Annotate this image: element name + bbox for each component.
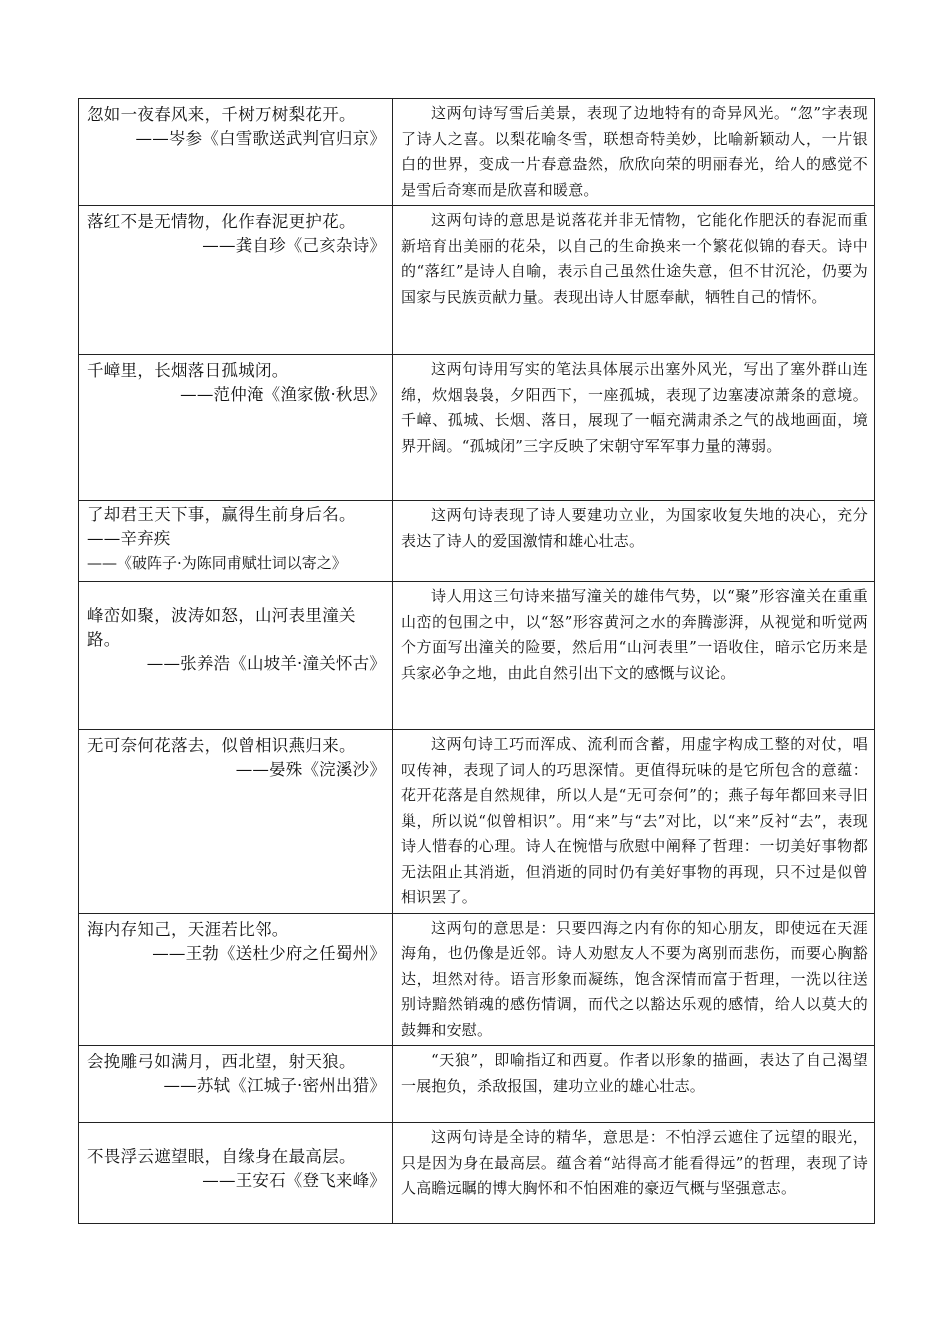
poem-line: 无可奈何花落去，似曾相识燕归来。 [87,736,356,755]
poem-cell [79,1123,393,1224]
table-row [79,582,875,730]
poem-line: 峰峦如聚，波涛如怒，山河表里潼关路。 [87,606,356,649]
poem-source: ——王安石《登飞来峰》 [202,1171,386,1190]
poem-cell [79,1046,393,1123]
poem-table [78,98,875,1224]
poem-source: ——龚自珍《己亥杂诗》 [202,236,386,255]
explanation-cell [393,206,875,355]
poem-line: 忽如一夜春风来，千树万树梨花开。 [87,105,356,124]
poem-source: ——辛弃疾 [87,529,171,548]
table-row [79,206,875,355]
poem-cell [79,99,393,206]
table-row [79,1123,875,1224]
poem-source-work: ——《破阵子·为陈同甫赋壮词以寄之》 [87,554,347,572]
poem-line: 会挽雕弓如满月，西北望，射天狼。 [87,1052,356,1071]
table-row [79,355,875,501]
explanation-text: 这两句诗用写实的笔法具体展示出塞外风光，写出了塞外群山连绵，炊烟袅袅，夕阳西下，一座孤城，表现了边塞凄凉萧条的意境。千嶂、孤城、长烟、落日，展现了一幅充满肃杀之气的战地画面，境界开阔。“孤城闭”三字反映了宋朝守军军事力量的薄弱。 [401,360,868,455]
table-row [79,99,875,206]
table-row [79,501,875,582]
table-row [79,730,875,914]
explanation-text: 这两句诗表现了诗人要建功立业，为国家收复失地的决心，充分表达了诗人的爱国激情和雄心壮志。 [401,506,868,550]
poem-cell [79,206,393,355]
explanation-cell [393,730,875,914]
explanation-text: 诗人用这三句诗来描写潼关的雄伟气势，以“聚”形容潼关在重重山峦的包围之中，以“怒”形容黄河之水的奔腾澎湃，从视觉和听觉两个方面写出潼关的险要，然后用“山河表里”一语收住，暗示它历来是兵家必争之地，由此自然引出下文的感慨与议论。 [401,587,868,682]
explanation-text: 这两句诗工巧而浑成、流利而含蓄，用虚字构成工整的对仗，唱叹传神，表现了词人的巧思深情。更值得玩味的是它所包含的意蕴：花开花落是自然规律，所以人是“无可奈何”的；燕子每年都回来寻旧巢，所以说“似曾相识”。用“来”与“去”对比，以“来”反衬“去”，表现诗人惜春的心理。诗人在惋惜与欣慰中阐释了哲理：一切美好事物都无法阻止其消逝，但消逝的同时仍有美好事物的再现，只不过是似曾相识罢了。 [401,735,868,906]
explanation-cell [393,913,875,1046]
explanation-cell [393,99,875,206]
poem-cell [79,501,393,582]
poem-source: ——张养浩《山坡羊·潼关怀古》 [146,654,386,673]
poem-source: ——岑参《白雪歌送武判官归京》 [135,129,386,148]
poem-cell [79,730,393,914]
poem-source: ——王勃《送杜少府之任蜀州》 [152,943,386,963]
table-row [79,1046,875,1123]
poem-cell [79,355,393,501]
poem-source: ——苏轼《江城子·密州出猎》 [163,1076,386,1095]
explanation-text: 这两句诗写雪后美景，表现了边地特有的奇异风光。“忽”字表现了诗人之喜。以梨花喻冬雪，联想奇特美妙，比喻新颖动人，一片银白的世界，变成一片春意盎然，欣欣向荣的明丽春光，给人的感觉不是雪后奇寒而是欣喜和暖意。 [401,104,868,199]
explanation-cell [393,355,875,501]
poem-line: 了却君王天下事，赢得生前身后名。 [87,505,356,524]
poem-cell [79,913,393,1046]
poem-line: 千嶂里，长烟落日孤城闭。 [87,361,289,380]
poem-source: ——晏殊《浣溪沙》 [235,760,386,779]
table-row [79,913,875,1046]
explanation-cell [393,1123,875,1224]
explanation-text: 这两句诗是全诗的精华，意思是：不怕浮云遮住了远望的眼光，只是因为身在最高层。蕴含着“站得高才能看得远”的哲理，表现了诗人高瞻远瞩的博大胸怀和不怕困难的豪迈气概与坚强意志。 [401,1128,868,1197]
explanation-text: “天狼”，即喻指辽和西夏。作者以形象的描画，表达了自己渴望一展抱负，杀敌报国，建功立业的雄心壮志。 [401,1051,868,1095]
explanation-cell [393,501,875,582]
poem-line: 海内存知己，天涯若比邻。 [87,919,289,939]
poem-line: 落红不是无情物，化作春泥更护花。 [87,212,356,231]
explanation-text: 这两句的意思是：只要四海之内有你的知心朋友，即使远在天涯海角，也仍像是近邻。诗人劝慰友人不要为离别而悲伤，而要心胸豁达，坦然对待。语言形象而凝练，饱含深情而富于哲理，一洗以往送别诗黯然销魂的感伤情调，而代之以豁达乐观的感情，给人以莫大的鼓舞和安慰。 [401,918,868,1039]
explanation-cell [393,1046,875,1123]
poem-source: ——范仲淹《渔家傲·秋思》 [180,385,386,404]
poem-cell [79,582,393,730]
explanation-text: 这两句诗的意思是说落花并非无情物，它能化作肥沃的春泥而重新培育出美丽的花朵，以自己的生命换来一个繁花似锦的春天。诗中的“落红”是诗人自喻，表示自己虽然仕途失意，但不甘沉沦，仍要为国家与民族贡献力量。表现出诗人甘愿奉献，牺牲自己的情怀。 [401,211,868,306]
explanation-cell [393,582,875,730]
poem-line: 不畏浮云遮望眼，自缘身在最高层。 [87,1147,356,1166]
